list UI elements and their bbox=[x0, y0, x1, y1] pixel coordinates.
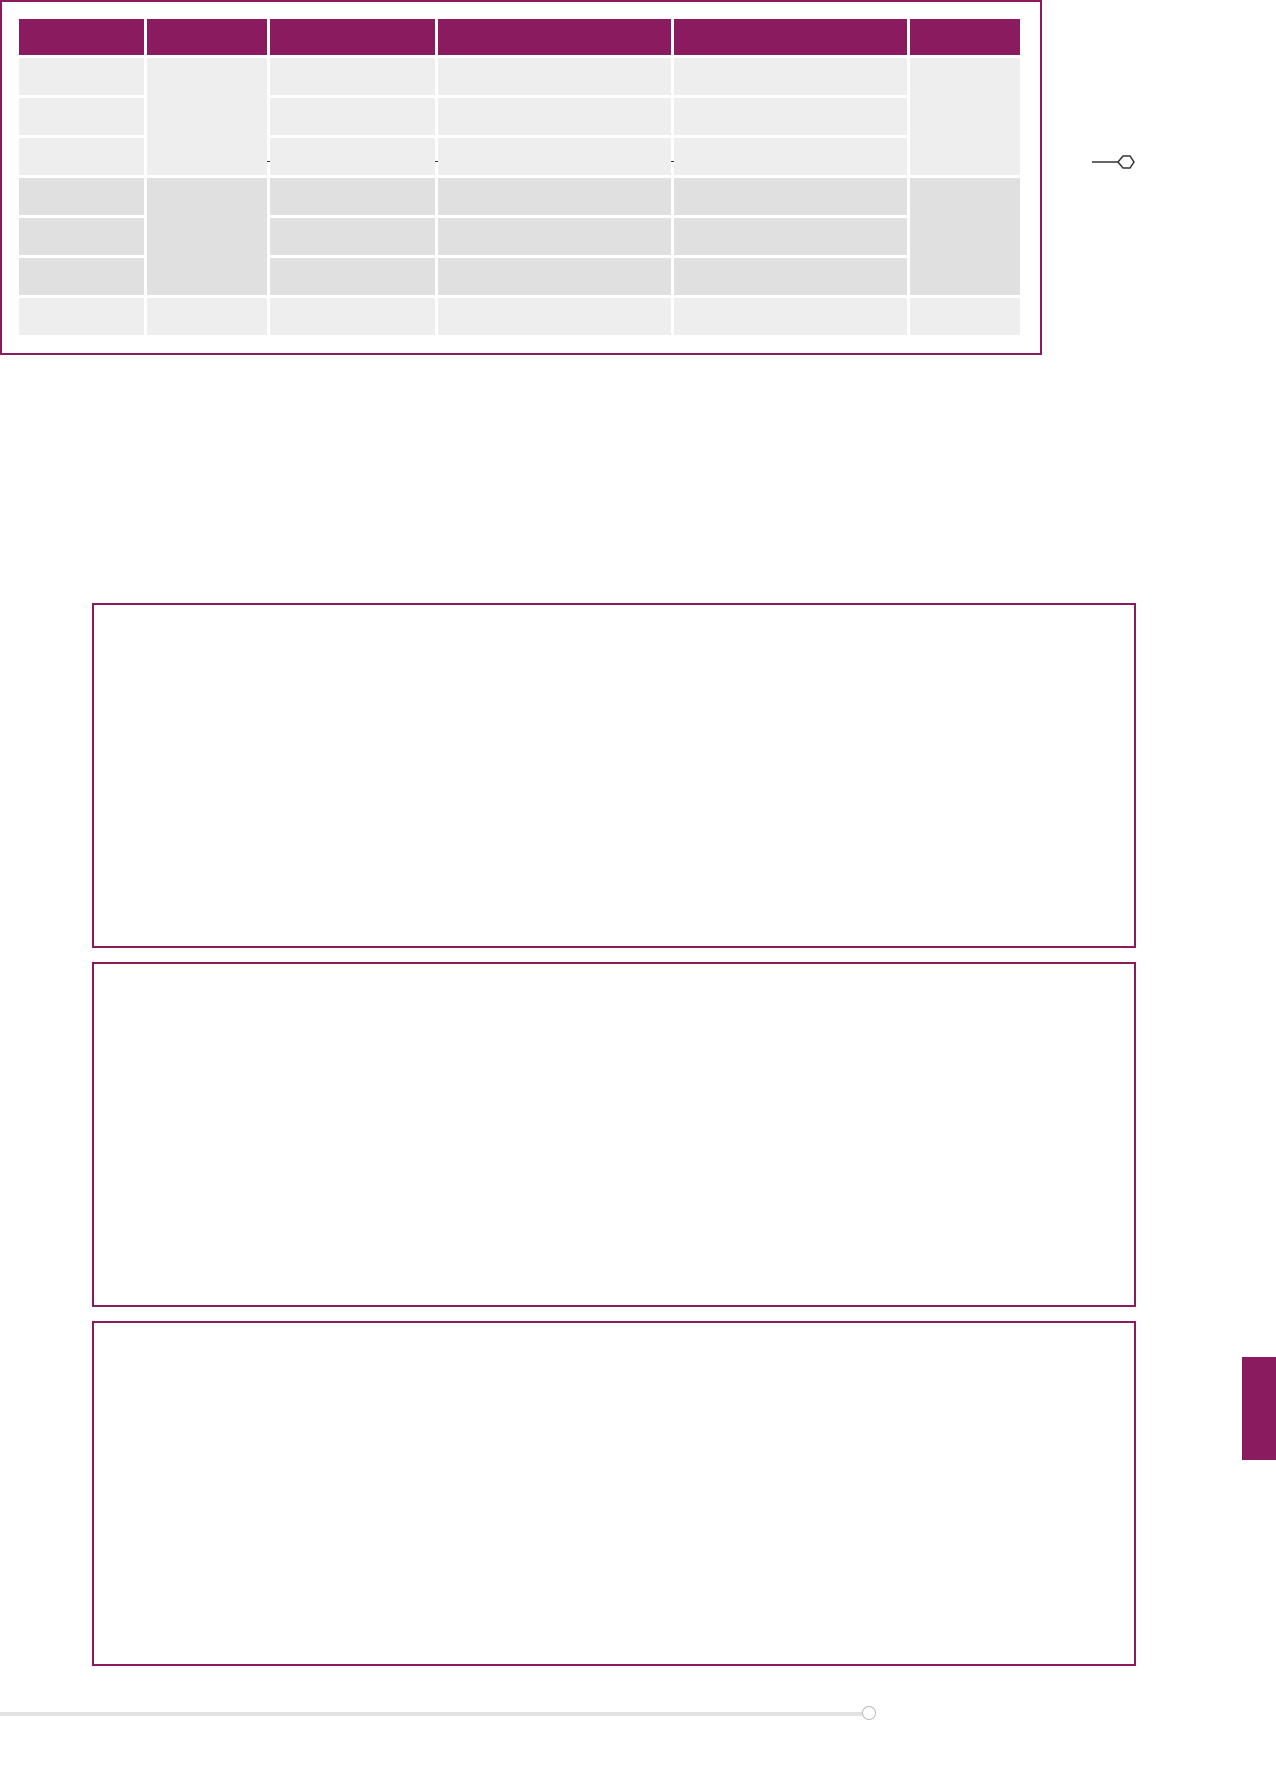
footer-circle-icon bbox=[862, 1706, 876, 1720]
voltage-cell bbox=[270, 138, 435, 175]
power-cell bbox=[674, 98, 907, 135]
power-cell bbox=[674, 298, 907, 335]
figure-cell bbox=[910, 298, 1020, 335]
current-cell bbox=[438, 138, 671, 175]
model-cell bbox=[19, 298, 144, 335]
channels-cell bbox=[147, 298, 267, 335]
current-cell bbox=[438, 298, 671, 335]
footer-rule bbox=[0, 1712, 868, 1716]
drawing-panel-gd2 bbox=[92, 603, 1136, 948]
voltage-cell bbox=[270, 258, 435, 295]
figure-cell bbox=[910, 178, 1020, 295]
current-cell bbox=[438, 58, 671, 95]
spec-table bbox=[16, 16, 1023, 338]
table-header-row bbox=[19, 19, 1020, 55]
power-cell bbox=[674, 138, 907, 175]
channels-cell bbox=[147, 178, 267, 295]
model-cell bbox=[19, 218, 144, 255]
current-cell bbox=[438, 178, 671, 215]
drawing-panel-gd8 bbox=[92, 1321, 1136, 1666]
column-header bbox=[270, 19, 435, 55]
figure-cell bbox=[910, 58, 1020, 175]
power-cell bbox=[674, 218, 907, 255]
model-cell bbox=[19, 178, 144, 215]
model-cell bbox=[19, 258, 144, 295]
model-cell bbox=[19, 98, 144, 135]
current-cell bbox=[438, 98, 671, 135]
column-header bbox=[910, 19, 1020, 55]
spec-table-frame bbox=[0, 0, 1042, 355]
power-cell bbox=[674, 178, 907, 215]
table-row bbox=[19, 58, 1020, 95]
voltage-cell bbox=[270, 218, 435, 255]
model-cell bbox=[19, 138, 144, 175]
section-marker-icon bbox=[1092, 152, 1136, 172]
voltage-cell bbox=[270, 58, 435, 95]
current-cell bbox=[438, 258, 671, 295]
table-row bbox=[19, 298, 1020, 335]
current-cell bbox=[438, 218, 671, 255]
active-tab-indicator bbox=[1242, 1357, 1276, 1460]
voltage-cell bbox=[270, 178, 435, 215]
power-cell bbox=[674, 58, 907, 95]
voltage-cell bbox=[270, 298, 435, 335]
drawing-panel-gd4 bbox=[92, 962, 1136, 1307]
column-header bbox=[147, 19, 267, 55]
voltage-cell bbox=[270, 98, 435, 135]
column-header bbox=[438, 19, 671, 55]
column-header bbox=[19, 19, 144, 55]
model-cell bbox=[19, 58, 144, 95]
column-header bbox=[674, 19, 907, 55]
channels-cell bbox=[147, 58, 267, 175]
power-cell bbox=[674, 258, 907, 295]
table-row bbox=[19, 178, 1020, 215]
